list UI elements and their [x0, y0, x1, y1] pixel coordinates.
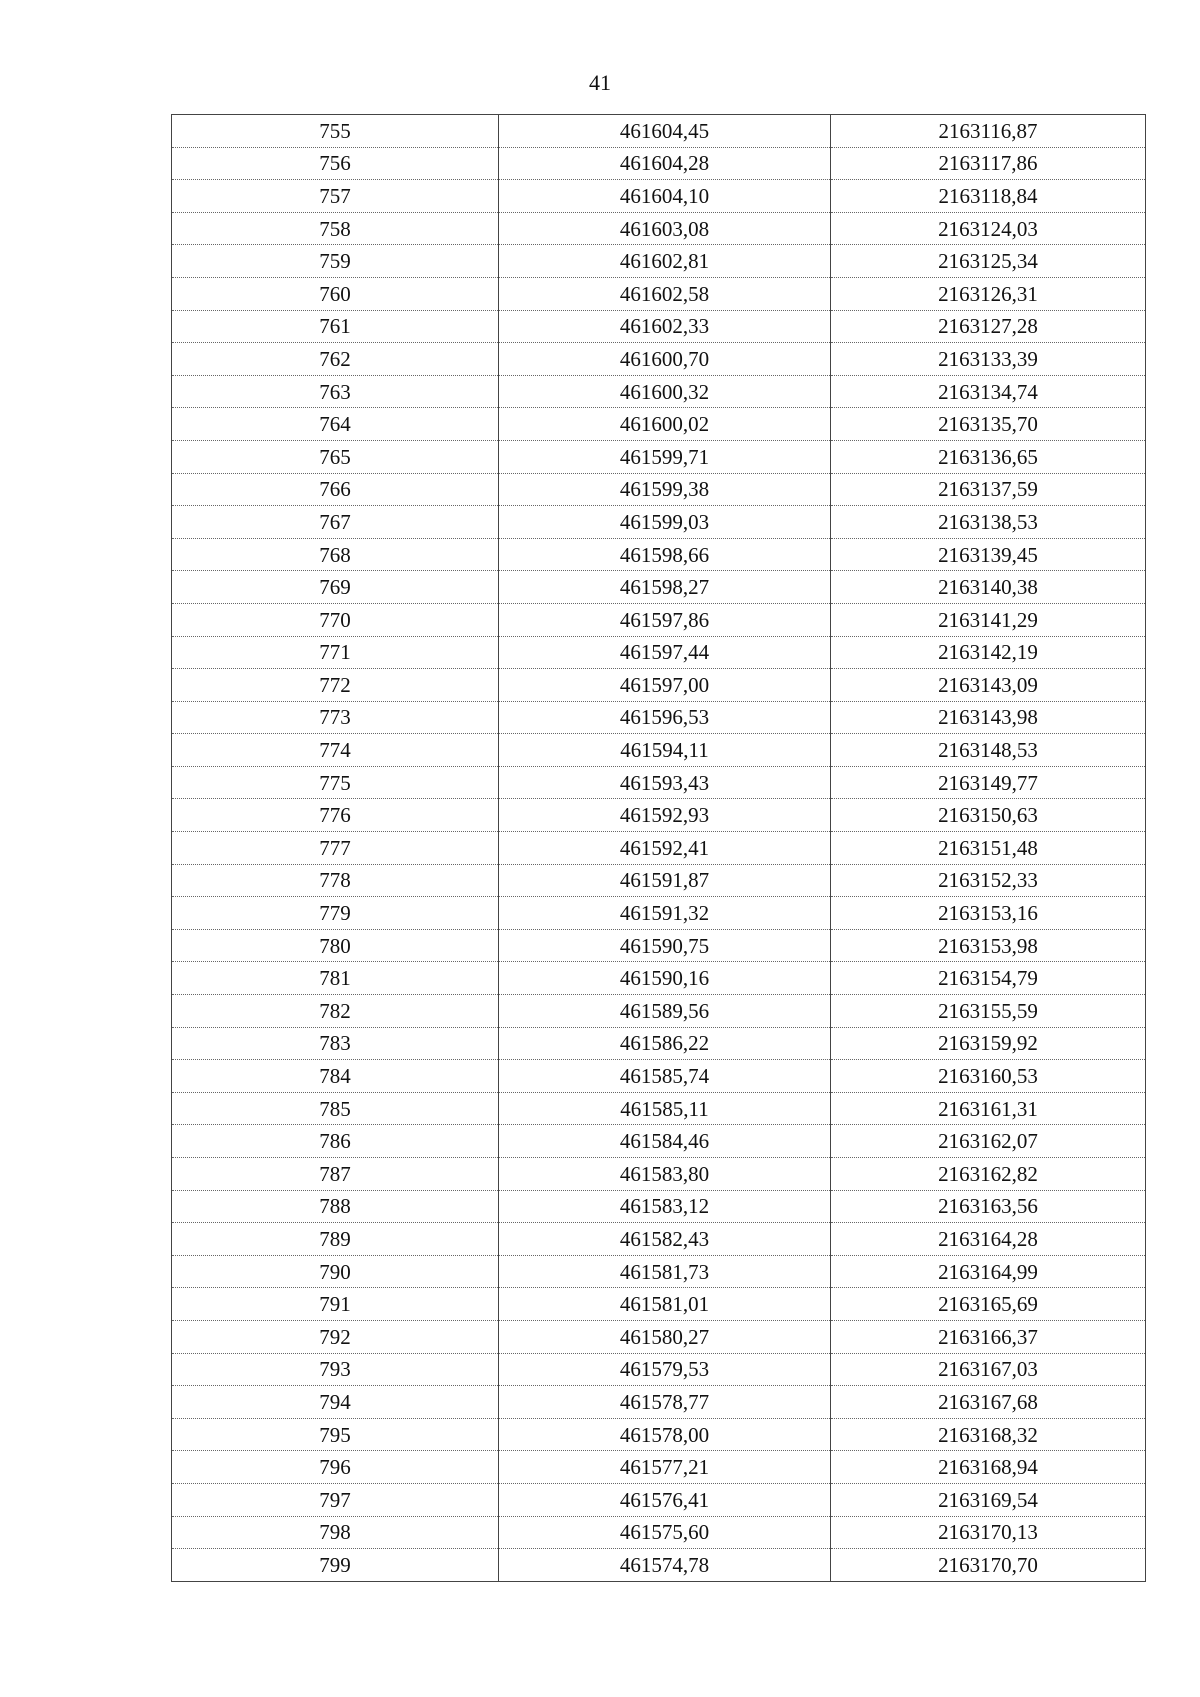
- y-coordinate-cell: 2163167,68: [831, 1386, 1146, 1419]
- table-row: [172, 343, 1146, 376]
- x-coordinate-cell: 461598,66: [499, 538, 831, 571]
- point-number-cell: 795: [172, 1418, 499, 1451]
- table-row: [172, 245, 1146, 278]
- table-row: [172, 1158, 1146, 1191]
- x-coordinate-cell: 461602,81: [499, 245, 831, 278]
- x-coordinate-cell: 461592,93: [499, 799, 831, 832]
- y-coordinate-cell: 2163118,84: [831, 180, 1146, 213]
- y-coordinate-cell: 2163154,79: [831, 962, 1146, 995]
- x-coordinate-cell: 461590,75: [499, 929, 831, 962]
- y-coordinate-cell: 2163143,09: [831, 669, 1146, 702]
- y-coordinate-cell: 2163164,99: [831, 1255, 1146, 1288]
- point-number-cell: 778: [172, 864, 499, 897]
- y-coordinate-cell: 2163143,98: [831, 701, 1146, 734]
- coordinate-table: [171, 114, 1146, 1582]
- coordinate-table-body: [172, 115, 1146, 1582]
- x-coordinate-cell: 461591,32: [499, 897, 831, 930]
- y-coordinate-cell: 2163138,53: [831, 506, 1146, 539]
- x-coordinate-cell: 461597,44: [499, 636, 831, 669]
- x-coordinate-cell: 461597,00: [499, 669, 831, 702]
- x-coordinate-cell: 461598,27: [499, 571, 831, 604]
- x-coordinate-cell: 461578,00: [499, 1418, 831, 1451]
- y-coordinate-cell: 2163153,98: [831, 929, 1146, 962]
- point-number-cell: 772: [172, 669, 499, 702]
- point-number-cell: 760: [172, 277, 499, 310]
- x-coordinate-cell: 461586,22: [499, 1027, 831, 1060]
- table-row: [172, 1386, 1146, 1419]
- x-coordinate-cell: 461577,21: [499, 1451, 831, 1484]
- table-row: [172, 636, 1146, 669]
- table-row: [172, 1190, 1146, 1223]
- point-number-cell: 785: [172, 1092, 499, 1125]
- table-row: [172, 310, 1146, 343]
- x-coordinate-cell: 461596,53: [499, 701, 831, 734]
- table-row: [172, 1255, 1146, 1288]
- table-row: [172, 1092, 1146, 1125]
- y-coordinate-cell: 2163116,87: [831, 115, 1146, 148]
- point-number-cell: 758: [172, 212, 499, 245]
- x-coordinate-cell: 461600,32: [499, 375, 831, 408]
- y-coordinate-cell: 2163163,56: [831, 1190, 1146, 1223]
- y-coordinate-cell: 2163117,86: [831, 147, 1146, 180]
- point-number-cell: 773: [172, 701, 499, 734]
- table-row: [172, 962, 1146, 995]
- table-row: [172, 1353, 1146, 1386]
- table-row: [172, 375, 1146, 408]
- table-row: [172, 864, 1146, 897]
- table-row: [172, 408, 1146, 441]
- x-coordinate-cell: 461599,38: [499, 473, 831, 506]
- page-number: 41: [589, 70, 611, 95]
- x-coordinate-cell: 461579,53: [499, 1353, 831, 1386]
- x-coordinate-cell: 461593,43: [499, 766, 831, 799]
- x-coordinate-cell: 461575,60: [499, 1516, 831, 1549]
- point-number-cell: 771: [172, 636, 499, 669]
- point-number-cell: 768: [172, 538, 499, 571]
- x-coordinate-cell: 461582,43: [499, 1223, 831, 1256]
- y-coordinate-cell: 2163153,16: [831, 897, 1146, 930]
- x-coordinate-cell: 461590,16: [499, 962, 831, 995]
- table-row: [172, 473, 1146, 506]
- x-coordinate-cell: 461581,01: [499, 1288, 831, 1321]
- y-coordinate-cell: 2163141,29: [831, 603, 1146, 636]
- point-number-cell: 792: [172, 1320, 499, 1353]
- point-number-cell: 767: [172, 506, 499, 539]
- x-coordinate-cell: 461583,80: [499, 1158, 831, 1191]
- table-row: [172, 1320, 1146, 1353]
- point-number-cell: 761: [172, 310, 499, 343]
- table-row: [172, 995, 1146, 1028]
- table-row: [172, 1418, 1146, 1451]
- point-number-cell: 762: [172, 343, 499, 376]
- y-coordinate-cell: 2163125,34: [831, 245, 1146, 278]
- point-number-cell: 765: [172, 440, 499, 473]
- table-row: [172, 115, 1146, 148]
- x-coordinate-cell: 461599,03: [499, 506, 831, 539]
- point-number-cell: 783: [172, 1027, 499, 1060]
- y-coordinate-cell: 2163170,13: [831, 1516, 1146, 1549]
- point-number-cell: 757: [172, 180, 499, 213]
- table-row: [172, 1060, 1146, 1093]
- table-row: [172, 506, 1146, 539]
- table-row: [172, 1451, 1146, 1484]
- y-coordinate-cell: 2163136,65: [831, 440, 1146, 473]
- x-coordinate-cell: 461580,27: [499, 1320, 831, 1353]
- point-number-cell: 789: [172, 1223, 499, 1256]
- point-number-cell: 777: [172, 832, 499, 865]
- point-number-cell: 770: [172, 603, 499, 636]
- y-coordinate-cell: 2163161,31: [831, 1092, 1146, 1125]
- y-coordinate-cell: 2163133,39: [831, 343, 1146, 376]
- table-row: [172, 1125, 1146, 1158]
- y-coordinate-cell: 2163126,31: [831, 277, 1146, 310]
- table-row: [172, 603, 1146, 636]
- y-coordinate-cell: 2163168,32: [831, 1418, 1146, 1451]
- x-coordinate-cell: 461589,56: [499, 995, 831, 1028]
- point-number-cell: 786: [172, 1125, 499, 1158]
- point-number-cell: 793: [172, 1353, 499, 1386]
- y-coordinate-cell: 2163162,07: [831, 1125, 1146, 1158]
- x-coordinate-cell: 461584,46: [499, 1125, 831, 1158]
- y-coordinate-cell: 2163134,74: [831, 375, 1146, 408]
- table-row: [172, 440, 1146, 473]
- point-number-cell: 755: [172, 115, 499, 148]
- table-row: [172, 669, 1146, 702]
- x-coordinate-cell: 461602,33: [499, 310, 831, 343]
- table-row: [172, 897, 1146, 930]
- point-number-cell: 787: [172, 1158, 499, 1191]
- table-row: [172, 734, 1146, 767]
- table-row: [172, 832, 1146, 865]
- point-number-cell: 779: [172, 897, 499, 930]
- x-coordinate-cell: 461585,74: [499, 1060, 831, 1093]
- point-number-cell: 759: [172, 245, 499, 278]
- table-row: [172, 929, 1146, 962]
- point-number-cell: 796: [172, 1451, 499, 1484]
- point-number-cell: 764: [172, 408, 499, 441]
- y-coordinate-cell: 2163169,54: [831, 1483, 1146, 1516]
- y-coordinate-cell: 2163168,94: [831, 1451, 1146, 1484]
- point-number-cell: 784: [172, 1060, 499, 1093]
- table-row: [172, 1027, 1146, 1060]
- x-coordinate-cell: 461591,87: [499, 864, 831, 897]
- y-coordinate-cell: 2163165,69: [831, 1288, 1146, 1321]
- table-row: [172, 571, 1146, 604]
- x-coordinate-cell: 461583,12: [499, 1190, 831, 1223]
- point-number-cell: 781: [172, 962, 499, 995]
- y-coordinate-cell: 2163140,38: [831, 571, 1146, 604]
- point-number-cell: 766: [172, 473, 499, 506]
- x-coordinate-cell: 461592,41: [499, 832, 831, 865]
- y-coordinate-cell: 2163170,70: [831, 1549, 1146, 1582]
- table-row: [172, 1288, 1146, 1321]
- y-coordinate-cell: 2163135,70: [831, 408, 1146, 441]
- point-number-cell: 774: [172, 734, 499, 767]
- y-coordinate-cell: 2163166,37: [831, 1320, 1146, 1353]
- table-row: [172, 212, 1146, 245]
- point-number-cell: 799: [172, 1549, 499, 1582]
- point-number-cell: 791: [172, 1288, 499, 1321]
- x-coordinate-cell: 461604,28: [499, 147, 831, 180]
- y-coordinate-cell: 2163159,92: [831, 1027, 1146, 1060]
- table-row: [172, 701, 1146, 734]
- x-coordinate-cell: 461600,70: [499, 343, 831, 376]
- x-coordinate-cell: 461602,58: [499, 277, 831, 310]
- y-coordinate-cell: 2163137,59: [831, 473, 1146, 506]
- y-coordinate-cell: 2163124,03: [831, 212, 1146, 245]
- y-coordinate-cell: 2163164,28: [831, 1223, 1146, 1256]
- x-coordinate-cell: 461585,11: [499, 1092, 831, 1125]
- point-number-cell: 788: [172, 1190, 499, 1223]
- x-coordinate-cell: 461599,71: [499, 440, 831, 473]
- y-coordinate-cell: 2163155,59: [831, 995, 1146, 1028]
- point-number-cell: 798: [172, 1516, 499, 1549]
- y-coordinate-cell: 2163151,48: [831, 832, 1146, 865]
- point-number-cell: 790: [172, 1255, 499, 1288]
- x-coordinate-cell: 461600,02: [499, 408, 831, 441]
- table-row: [172, 1483, 1146, 1516]
- y-coordinate-cell: 2163150,63: [831, 799, 1146, 832]
- table-row: [172, 766, 1146, 799]
- x-coordinate-cell: 461578,77: [499, 1386, 831, 1419]
- point-number-cell: 756: [172, 147, 499, 180]
- table-row: [172, 799, 1146, 832]
- table-row: [172, 1223, 1146, 1256]
- x-coordinate-cell: 461603,08: [499, 212, 831, 245]
- table-row: [172, 180, 1146, 213]
- table-row: [172, 1549, 1146, 1582]
- y-coordinate-cell: 2163142,19: [831, 636, 1146, 669]
- point-number-cell: 794: [172, 1386, 499, 1419]
- x-coordinate-cell: 461604,45: [499, 115, 831, 148]
- x-coordinate-cell: 461574,78: [499, 1549, 831, 1582]
- y-coordinate-cell: 2163167,03: [831, 1353, 1146, 1386]
- y-coordinate-cell: 2163149,77: [831, 766, 1146, 799]
- y-coordinate-cell: 2163152,33: [831, 864, 1146, 897]
- point-number-cell: 797: [172, 1483, 499, 1516]
- y-coordinate-cell: 2163139,45: [831, 538, 1146, 571]
- x-coordinate-cell: 461604,10: [499, 180, 831, 213]
- point-number-cell: 780: [172, 929, 499, 962]
- point-number-cell: 782: [172, 995, 499, 1028]
- x-coordinate-cell: 461597,86: [499, 603, 831, 636]
- table-row: [172, 147, 1146, 180]
- y-coordinate-cell: 2163162,82: [831, 1158, 1146, 1191]
- point-number-cell: 776: [172, 799, 499, 832]
- table-row: [172, 277, 1146, 310]
- y-coordinate-cell: 2163127,28: [831, 310, 1146, 343]
- y-coordinate-cell: 2163160,53: [831, 1060, 1146, 1093]
- x-coordinate-cell: 461576,41: [499, 1483, 831, 1516]
- point-number-cell: 775: [172, 766, 499, 799]
- table-row: [172, 1516, 1146, 1549]
- table-row: [172, 538, 1146, 571]
- point-number-cell: 769: [172, 571, 499, 604]
- x-coordinate-cell: 461594,11: [499, 734, 831, 767]
- y-coordinate-cell: 2163148,53: [831, 734, 1146, 767]
- x-coordinate-cell: 461581,73: [499, 1255, 831, 1288]
- point-number-cell: 763: [172, 375, 499, 408]
